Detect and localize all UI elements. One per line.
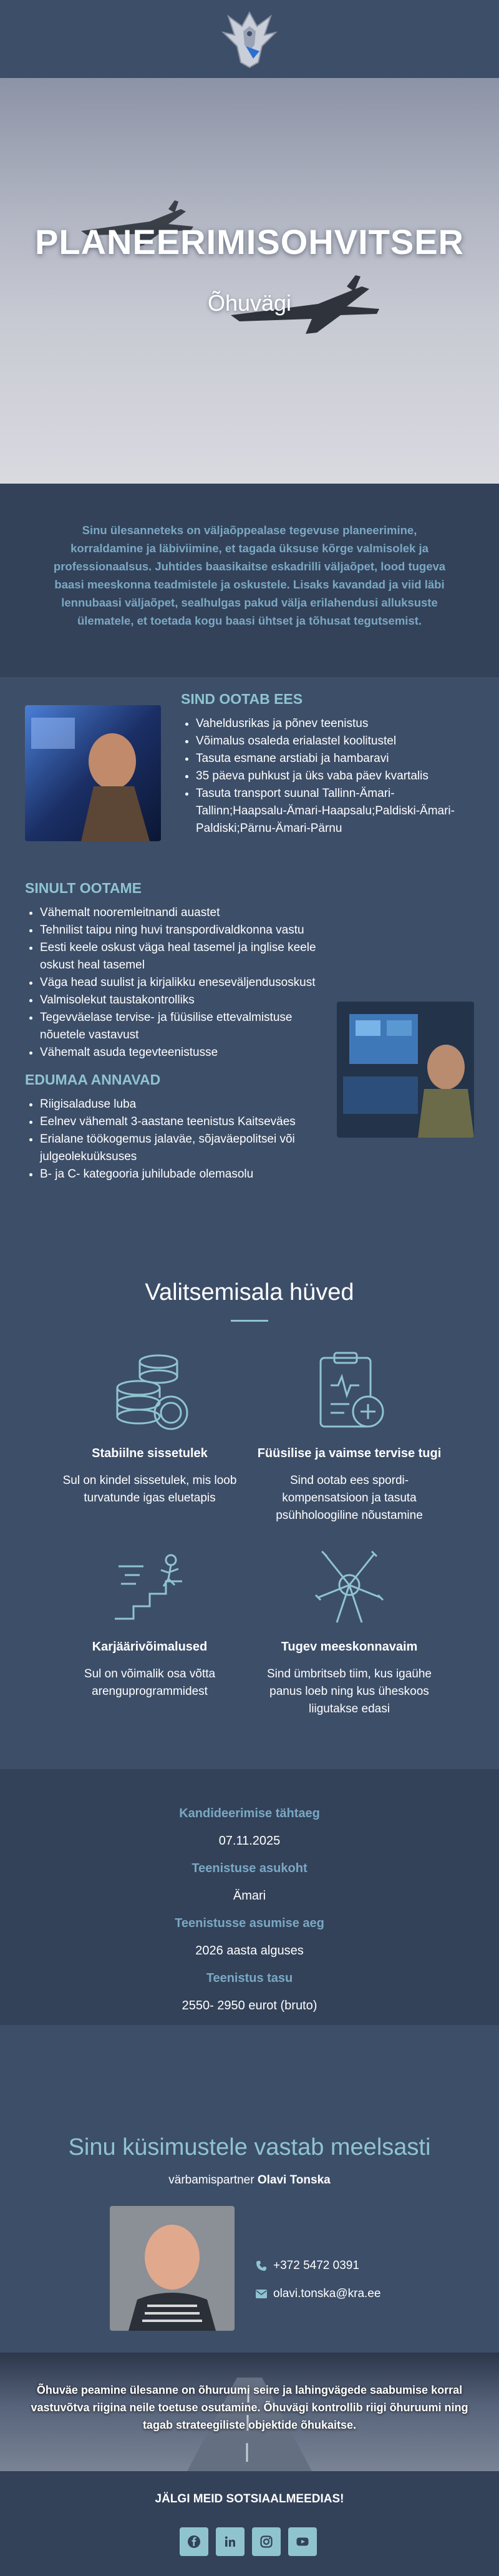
contact-section <box>0 2025 499 2353</box>
feature-title: Stabiilne sissetulek <box>92 1447 208 1460</box>
air-force-eagle-emblem-icon[interactable] <box>221 7 278 71</box>
instagram-button[interactable] <box>252 2527 281 2556</box>
contact-title: Sinu küsimustele vastab meelsasti <box>68 2134 431 2160</box>
medical-clipboard-icon <box>306 1348 393 1435</box>
start-label: Teenistusse asumise aeg <box>175 1916 324 1930</box>
operator-photo <box>337 1002 474 1138</box>
instagram-icon <box>259 2535 273 2549</box>
feature-career <box>50 1541 250 1700</box>
feature-title: Tugev meeskonnavaim <box>281 1640 418 1654</box>
social-section <box>0 2471 499 2576</box>
page-subtitle: Õhuvägi <box>207 290 292 316</box>
social-title: JÄLGI MEID SOTSIAALMEEDIAS! <box>155 2492 344 2505</box>
email-text: olavi.tonska@kra.ee <box>273 2287 381 2300</box>
contact-name: Olavi Tonska <box>257 2174 331 2187</box>
runway-banner <box>0 2353 499 2471</box>
office-photo <box>25 705 161 841</box>
list-item: • Riigisaladuse luba <box>40 1096 324 1113</box>
list-item: • Eesti keele oskust väga heal tasemel ja inglise keele oskust heal tasemel <box>40 939 324 974</box>
list-item: • Tehnilist taipu ning huvi transpordivaldkonna vastu <box>40 922 324 939</box>
list-item: • Valmisolekut taustakontrolliks <box>40 992 324 1009</box>
list-item: • Väga head suulist ja kirjalikku eneseväljendusoskust <box>40 974 324 992</box>
youtube-button[interactable] <box>288 2527 317 2556</box>
phone-icon <box>256 2260 267 2271</box>
list-item: • Tasuta esmane arstiabi ja hambaravi <box>196 750 480 768</box>
intro-section <box>0 484 499 677</box>
feature-description: Sul on kindel sissetulek, mis loob turvatunde igas eluetapis <box>62 1474 237 1505</box>
list-item: • Tegevväelase tervise- ja füüsilise ettevalmistuse nõuetele vastavust <box>40 1009 324 1044</box>
feature-stable-income <box>50 1348 250 1507</box>
top-bar <box>0 0 499 78</box>
location-value: Ämari <box>233 1889 266 1903</box>
feature-health-support <box>250 1348 449 1525</box>
list-item: • Eelnev vähemalt 3-aastane teenistus Kaitseväes <box>40 1113 324 1131</box>
ootab-list <box>181 715 480 837</box>
contact-email[interactable] <box>256 2287 380 2301</box>
phone-text: +372 5472 0391 <box>273 2259 359 2272</box>
list-item: • Tasuta transport suunal Tallinn-Ämari-Tallinn;Haapsalu-Ämari-Haapsalu;Paldiski-Ämari-Paldiski;Pärnu-Ämari-Pärnu <box>196 785 480 837</box>
list-item: • 35 päeva puhkust ja üks vaba päev kvartalis <box>196 768 480 785</box>
feature-description: Sul on võimalik osa võtta arenguprogrammidest <box>84 1667 216 1698</box>
linkedin-button[interactable] <box>216 2527 245 2556</box>
list-item: • B- ja C- kategooria juhilubade olemasolu <box>40 1166 324 1183</box>
deadline-label: Kandideerimise tähtaeg <box>179 1807 320 1820</box>
ootab-title: SIND OOTAB EES <box>181 691 303 707</box>
page-title: PLANEERIMISOHVITSER <box>35 222 464 261</box>
ootame-list <box>25 904 324 1061</box>
benefits-title: Valitsemisala hüved <box>145 1279 354 1305</box>
salary-value: 2550- 2950 eurot (bruto) <box>182 1999 317 2012</box>
annavad-title: EDUMAA ANNAVAD <box>25 1071 161 1088</box>
linkedin-icon <box>223 2535 237 2549</box>
feature-description: Sind ümbritseb tiim, kus igaühe panus loeb ning kus üheskoos liigutakse edasi <box>266 1667 432 1715</box>
coins-stack-icon <box>106 1348 193 1435</box>
list-item: • Vähemalt nooremleitnandi auastet <box>40 904 324 922</box>
facebook-button[interactable] <box>180 2527 208 2556</box>
email-icon <box>256 2290 267 2298</box>
annavad-list <box>25 1096 324 1183</box>
contact-role-label: värbamispartner <box>168 2174 254 2187</box>
avatar <box>110 2206 235 2331</box>
feature-title: Karjäärivõimalused <box>92 1640 208 1654</box>
ootame-block <box>25 880 324 1183</box>
main-content <box>0 677 499 1769</box>
ootame-title: SINULT OOTAME <box>25 880 142 896</box>
intro-text: Sinu ülesanneteks on väljaõppealase tegevuse planeerimine, korraldamine ja läbiviimine, et tagada üksuse kõrge valmisolek ja professionaalsus. Juhtides baasikaitse eskadrilli väljaõpet, lood tugeva baasi meeskonna teadmistele ja oskustele. Lisaks kavandad ja viid läbi lennubaasi väljaõpet, sealhulgas pakud välja erilahendusi alluksuste ülematele, et toetada kogu baasi ühtset ja tõhusat tegutsemist. <box>53 524 446 627</box>
job-details <box>0 1769 499 2025</box>
feature-description: Sind ootab ees spordi-kompensatsioon ja tasuta psühholoogiline nõustamine <box>276 1474 423 1522</box>
feature-title: Füüsilise ja vaimse tervise tugi <box>257 1447 442 1460</box>
feature-team-spirit <box>250 1541 449 1718</box>
start-value: 2026 aasta alguses <box>195 1944 304 1958</box>
location-label: Teenistuse asukoht <box>191 1861 308 1875</box>
salary-label: Teenistus tasu <box>206 1971 293 1985</box>
hero-banner <box>0 78 499 484</box>
benefits-divider <box>231 1320 268 1322</box>
list-item: • Võimalus osaleda erialastel koolitustel <box>196 733 480 750</box>
footer-text: Õhuväe peamine ülesanne on õhuruumi seire ja lahingvägede saabumise korral vastuvõtva riigina neile toetuse osutamine. Õhuvägi kontrollib riigi õhuruumi ning tagab strateegiliste objektide õhukaitse. <box>31 2384 468 2431</box>
deadline-value: 07.11.2025 <box>218 1834 281 1848</box>
ootab-block <box>181 691 480 837</box>
contact-role <box>0 2174 499 2187</box>
team-hands-icon <box>306 1541 393 1629</box>
list-item: • Vähemalt asuda tegevteenistusse <box>40 1044 324 1061</box>
contact-phone[interactable] <box>256 2259 359 2273</box>
list-item: • Erialane töökogemus jalaväe, sõjaväepolitsei või julgeolekuüksuses <box>40 1131 324 1166</box>
youtube-icon <box>296 2535 309 2549</box>
career-stairs-icon <box>106 1541 193 1629</box>
list-item: • Vaheldusrikas ja põnev teenistus <box>196 715 480 733</box>
facebook-icon <box>187 2535 201 2549</box>
